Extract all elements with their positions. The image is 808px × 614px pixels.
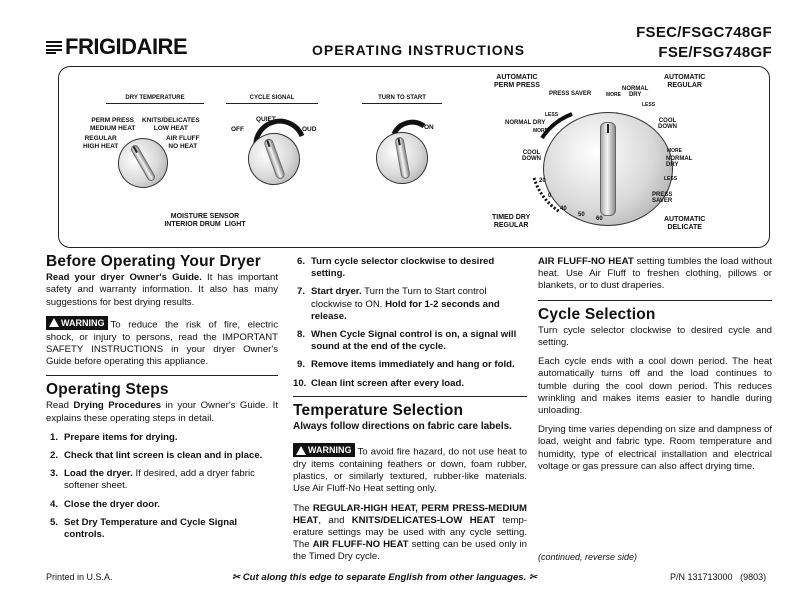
warning-triangle-icon <box>49 318 59 327</box>
cycle-paragraph-1: Turn cycle selector clockwise to desired cycle and setting. <box>538 324 772 349</box>
temperature-settings-paragraph: The REGULAR-HIGH HEAT, PERM PRESS-MEDIUM HEAT, and KNITS/DELICATES-LOW HEAT temp-erature settings may be used with any cycle setting. The AIR FLUFF-NO HEAT setting can be used only in the Timed Dry cycle. <box>293 502 527 563</box>
operating-steps-intro: Read Drying Procedures in your Owner's Guide. It explains these operating steps in detail. <box>46 400 278 424</box>
automatic-regular-label: AUTOMATIC REGULAR <box>664 74 706 89</box>
more-left-label: MORE <box>533 128 548 134</box>
model-number-1: FSEC/FSGC748GF <box>636 24 772 41</box>
model-number-2: FSE/FSG748GF <box>658 44 772 61</box>
timer-40-label: 40 <box>560 206 567 212</box>
frigidaire-logo <box>46 34 187 60</box>
printed-in-usa: Printed in U.S.A. <box>46 572 113 582</box>
column-middle <box>293 256 527 571</box>
less-top-label: LESS <box>642 102 656 108</box>
cool-down-right-label: COOL DOWN <box>658 118 677 130</box>
dry-temperature-title: DRY TEMPERATURE <box>106 95 204 104</box>
operating-steps-heading: Operating Steps <box>46 381 169 399</box>
timed-dry-regular-label: TIMED DRY REGULAR <box>492 214 531 229</box>
automatic-perm-press-label: AUTOMATIC PERM PRESS <box>494 74 540 89</box>
cycle-signal-title: CYCLE SIGNAL <box>226 95 318 104</box>
more-top-label: MORE <box>606 92 621 98</box>
press-saver-right-label: PRESS SAVER <box>652 192 673 204</box>
step-item: 7. Start dryer. Turn the Turn to Start control clockwise to ON. Hold for 1-2 seconds and release. <box>296 286 500 322</box>
less-right-label: LESS <box>664 176 678 182</box>
page-title: OPERATING INSTRUCTIONS <box>312 42 526 58</box>
cycle-signal-quiet-label: QUIET <box>256 116 276 123</box>
step-item: 10. Clean lint screen after every load. <box>293 377 465 389</box>
step-item: 8. When Cycle Signal control is on, a signal will sound at the end of the cycle. <box>296 329 517 353</box>
warning-paragraph-1: WARNING To reduce the risk of fire, electric shock, or injury to persons, read the IMPORTANT SAFETY INSTRUCTIONS in your dryer Owner's Guide before operating this appliance. <box>46 317 278 368</box>
step-item: 4. Close the dryer door. <box>49 498 160 510</box>
cycle-signal-loud-label: LOUD <box>298 126 317 133</box>
less-left-label: LESS <box>545 112 559 118</box>
step-item: 6. Turn cycle selector clockwise to desired setting. <box>296 256 495 280</box>
cut-line-instruction: ✂ Cut along this edge to separate English from other languages. ✂ <box>232 572 538 583</box>
brand-name: FRIGIDAIRE <box>65 34 188 59</box>
section-divider <box>293 396 527 397</box>
automatic-delicate-label: AUTOMATIC DELICATE <box>664 216 706 231</box>
step-item: 9. Remove items immediately and hang or fold. <box>296 359 515 371</box>
moisture-sensor-light-label: MOISTURE SENSOR INTERIOR DRUM LIGHT <box>164 213 246 228</box>
step-item: 3. Load the dryer. If desired, add a dryer fabric softener sheet. <box>49 468 255 492</box>
more-right-label: MORE <box>667 148 682 154</box>
scissors-icon: ✂ <box>232 572 241 583</box>
before-operating-heading: Before Operating Your Dryer <box>46 253 261 270</box>
section-divider <box>538 300 772 301</box>
step-item: 2. Check that lint screen is clean and in place. <box>49 450 263 462</box>
logo-mark-icon <box>46 41 62 54</box>
steps-list-1-5 <box>46 432 278 541</box>
temperature-selection-heading: Temperature Selection <box>293 401 464 419</box>
warning-triangle-icon <box>296 446 306 455</box>
warning-badge: WARNING <box>293 443 355 457</box>
care-label-subheading: Always follow directions on fabric care labels. <box>293 421 512 433</box>
dry-temp-label-knits: KNITS/DELICATES LOW HEAT <box>142 117 200 132</box>
column-right <box>538 256 772 480</box>
normal-dry-left-label: NORMAL DRY <box>505 120 546 126</box>
timer-20-label: 20 <box>539 178 546 184</box>
warning-paragraph-2: WARNING To avoid fire hazard, do not use heat to dry items containing feathers or down, foam rubber, plastics, or similarly textured, rubber-like materials. Use Air Fluff-No Heat setting only. <box>293 445 527 495</box>
dry-temp-label-regular: REGULAR HIGH HEAT <box>83 135 119 150</box>
step-item: 1. Prepare items for drying. <box>49 431 178 443</box>
dry-temp-label-perm-press: PERM PRESS MEDIUM HEAT <box>90 117 136 132</box>
cycle-signal-off-label: OFF <box>231 126 244 133</box>
turn-to-start-on-label: ON <box>424 124 434 131</box>
timer-60-label: 60 <box>596 216 603 222</box>
steps-list-6-10 <box>293 256 527 390</box>
normal-dry-right-label: NORMAL DRY <box>666 156 693 168</box>
timer-50-label: 50 <box>578 212 585 218</box>
cycle-paragraph-3: Drying time varies depending on size and dampness of load, weight and fabric type. Room temperature and humidity, type of electrical installation and electrical voltage or gas pressure can also affect drying time. <box>538 424 772 472</box>
continued-note: (continued, reverse side) <box>538 552 638 562</box>
column-left <box>46 253 278 547</box>
air-fluff-paragraph: AIR FLUFF-NO HEAT setting tumbles the load without heat. Use Air Fluff to freshen clothing, pillows or blankets, or to dust draperies. <box>538 256 772 292</box>
cool-down-left-label: COOL DOWN <box>522 150 541 162</box>
turn-to-start-title: TURN TO START <box>362 95 442 104</box>
cycle-paragraph-2: Each cycle ends with a cool down period. The heat automatically turns off and the load continues to tumble during the cool down period. This reduces wrinkling and makes items easier to handle during unloading. <box>538 356 772 417</box>
step-item: 5. Set Dry Temperature and Cycle Signal controls. <box>49 516 238 541</box>
normal-dry-top-label: NORMAL DRY <box>622 86 649 98</box>
press-saver-top-label: PRESS SAVER <box>549 91 592 97</box>
scissors-icon: ✂ <box>528 572 538 583</box>
part-number: P/N 131713000 (9803) <box>670 572 767 582</box>
cycle-selection-heading: Cycle Selection <box>538 305 656 323</box>
warning-badge: WARNING <box>46 316 108 330</box>
timer-0-label: 0 <box>548 193 552 199</box>
section-divider <box>46 375 278 376</box>
dry-temp-label-air-fluff: AIR FLUFF NO HEAT <box>166 135 200 150</box>
owners-guide-paragraph: Read your dryer Owner's Guide. It has important safety and warranty information. It also has many suggestions for best drying results. <box>46 272 278 308</box>
